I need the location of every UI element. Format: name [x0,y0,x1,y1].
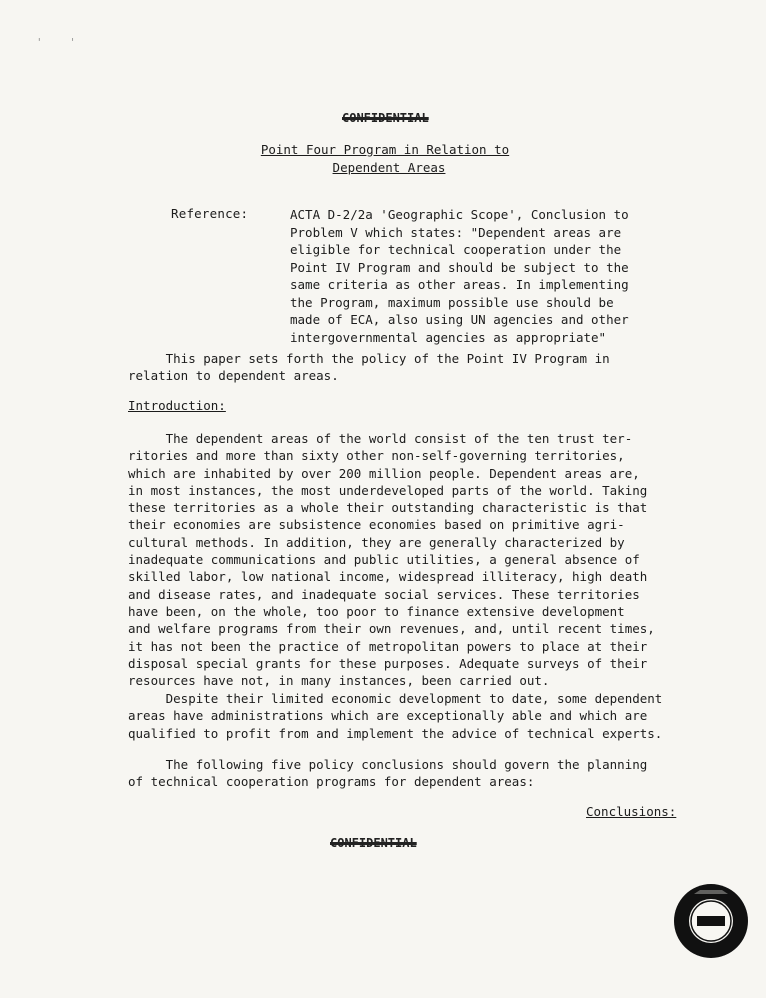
reference-line: Problem V which states: "Dependent areas are [290,224,622,240]
paragraph-line: This paper sets forth the policy of the Point IV Program in [128,351,610,366]
paragraph-line: of technical cooperation programs for dependent areas: [128,774,535,790]
title-line-1: Point Four Program in Relation to [260,142,510,157]
paragraph-line: Despite their limited economic development to date, some dependent [128,691,663,706]
conclusions-continuation-label: Conclusions: [586,804,677,819]
paragraph-line: have been, on the whole, too poor to finance extensive development [128,603,625,619]
introduction-heading: Introduction: [128,398,226,413]
paragraph-line: relation to dependent areas. [128,368,339,384]
classification-footer: CONFIDENTIAL [330,836,417,850]
purpose-paragraph [128,350,688,385]
paragraph-line: The following five policy conclusions should govern the planning [128,757,648,772]
margin-marks: ' ' [36,36,86,49]
paragraph-line: their economies are subsistence economies based on primitive agri- [128,517,625,533]
reference-label: Reference: [171,206,249,221]
reference-line: the Program, maximum possible use should be [290,294,614,310]
introduction-paragraph-1 [128,430,688,689]
reference-line: intergovernmental agencies as appropriate" [290,329,607,345]
paragraph-line: qualified to profit from and implement the advice of technical experts. [128,725,663,741]
paragraph-line: which are inhabited by over 200 million people. Dependent areas are, [128,465,640,481]
paragraph-line: cultural methods. In addition, they are generally characterized by [128,534,625,550]
paragraph-line: and disease rates, and inadequate social services. These territories [128,586,640,602]
reference-line: made of ECA, also using UN agencies and other [290,312,629,327]
reference-line: ACTA D-2/2a 'Geographic Scope', Conclusion to [290,207,629,222]
introduction-paragraph-3 [128,756,688,791]
paragraph-line: disposal special grants for these purposes. Adequate surveys of their [128,655,648,671]
paragraph-line: areas have administrations which are exceptionally able and which are [128,708,648,724]
reference-line: same criteria as other areas. In implementing [290,277,629,292]
paragraph-line: in most instances, the most underdeveloped parts of the world. Taking [128,482,648,498]
paragraph-line: ritories and more than sixty other non-self-governing territories, [128,448,625,464]
introduction-paragraph-2 [128,690,688,742]
reference-line: eligible for technical cooperation under the [290,242,622,257]
reference-line: Point IV Program and should be subject to the [290,259,629,275]
paragraph-line: resources have not, in many instances, been carried out. [128,673,550,689]
classification-header: CONFIDENTIAL [342,111,429,125]
paragraph-line: these territories as a whole their outstanding characteristic is that [128,500,648,516]
paragraph-line: and welfare programs from their own revenues, and, until recent times, [128,621,655,637]
paragraph-line: it has not been the practice of metropolitan powers to place at their [128,638,648,654]
reference-text [290,206,660,346]
document-title [0,141,766,177]
paragraph-line: inadequate communications and public utilities, a general absence of [128,552,640,568]
library-stamp-seal [672,882,750,960]
title-line-2: Dependent Areas [332,160,446,175]
paragraph-line: skilled labor, low national income, widespread illiteracy, high death [128,569,648,585]
paragraph-line: The dependent areas of the world consist of the ten trust ter- [128,431,633,446]
